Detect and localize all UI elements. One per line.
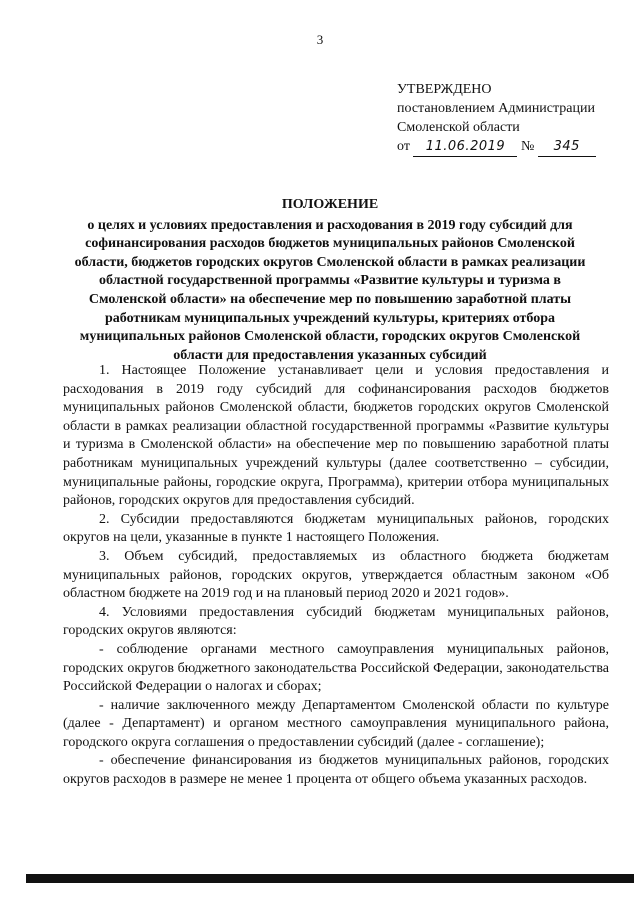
handwritten-date: 11.06.2019 [413, 137, 517, 157]
page-number: 3 [316, 32, 324, 47]
approval-authority: постановлением Администрации [397, 101, 595, 116]
document-title [70, 196, 590, 365]
list-item-1: - соблюдение органами местного самоуправления муниципальных районов, городских округов бюджетного законодательства Российской Федерации, законодательства Российской Федерации о налогах и сборах; [63, 641, 609, 695]
title-subtitle: о целях и условиях предоставления и расходования в 2019 году субсидий для софинансирования расходов бюджетов муниципальных районов Смоленской области, бюджетов городских округов Смоленской области в рамках реализации областной государственной программы «Развитие культуры и туризма в Смоленской области» на обеспечение мер по повышению заработной платы работникам муниципальных учреждений культуры, критериях отбора муниципальных районов Смоленской области, городских округов Смоленской области для предоставления указанных субсидий [74, 217, 586, 363]
approval-date-row [397, 137, 637, 157]
paragraph-3: 3. Объем субсидий, предоставляемых из областного бюджета бюджетам муниципальных районов, городских округов, утверждается областным законом «Об областном бюджете на 2019 год и на плановый период 2020 и 2021 годов». [63, 548, 609, 602]
approval-title: УТВЕРЖДЕНО [397, 82, 492, 97]
paragraph-1: 1. Настоящее Положение устанавливает цели и условия предоставления и расходования в 2019 году субсидий для софинансирования расходов бюджетов муниципальных районов Смоленской области, бюджетов городских округов Смоленской области в рамках реализации областной государственной программы «Развитие культуры и туризма в Смоленской области» на обеспечение мер по повышению заработной платы работникам муниципальных учреждений культуры (далее соответственно – субсидии, муниципальные районы, городские округа, Программа), критерии отбора муниципальных районов, городских округов для предоставления субсидий. [63, 363, 609, 509]
list-item-3: - обеспечение финансирования из бюджетов муниципальных районов, городских округов расходов в размере не менее 1 процента от общего объема указанных расходов. [63, 753, 609, 788]
handwritten-number: 345 [538, 137, 596, 157]
number-prefix: № [520, 139, 535, 154]
approval-stamp [397, 80, 637, 157]
date-prefix: от [397, 139, 410, 154]
list-item-2: - наличие заключенного между Департаментом Смоленской области по культуре (далее - Департамент) и органом местного самоуправления муниципального района, городского округа соглашения о предоставлении субсидий (далее - соглашение); [63, 697, 609, 750]
approval-region: Смоленской области [397, 120, 520, 135]
paragraph-2: 2. Субсидии предоставляются бюджетам муниципальных районов, городских округов на цели, указанные в пункте 1 настоящего Положения. [63, 511, 609, 546]
paragraph-4: 4. Условиями предоставления субсидий бюджетам муниципальных районов, городских округов являются: [63, 604, 609, 639]
document-body [63, 362, 609, 790]
title-heading: ПОЛОЖЕНИЕ [281, 197, 379, 212]
bottom-scan-border [26, 874, 634, 883]
